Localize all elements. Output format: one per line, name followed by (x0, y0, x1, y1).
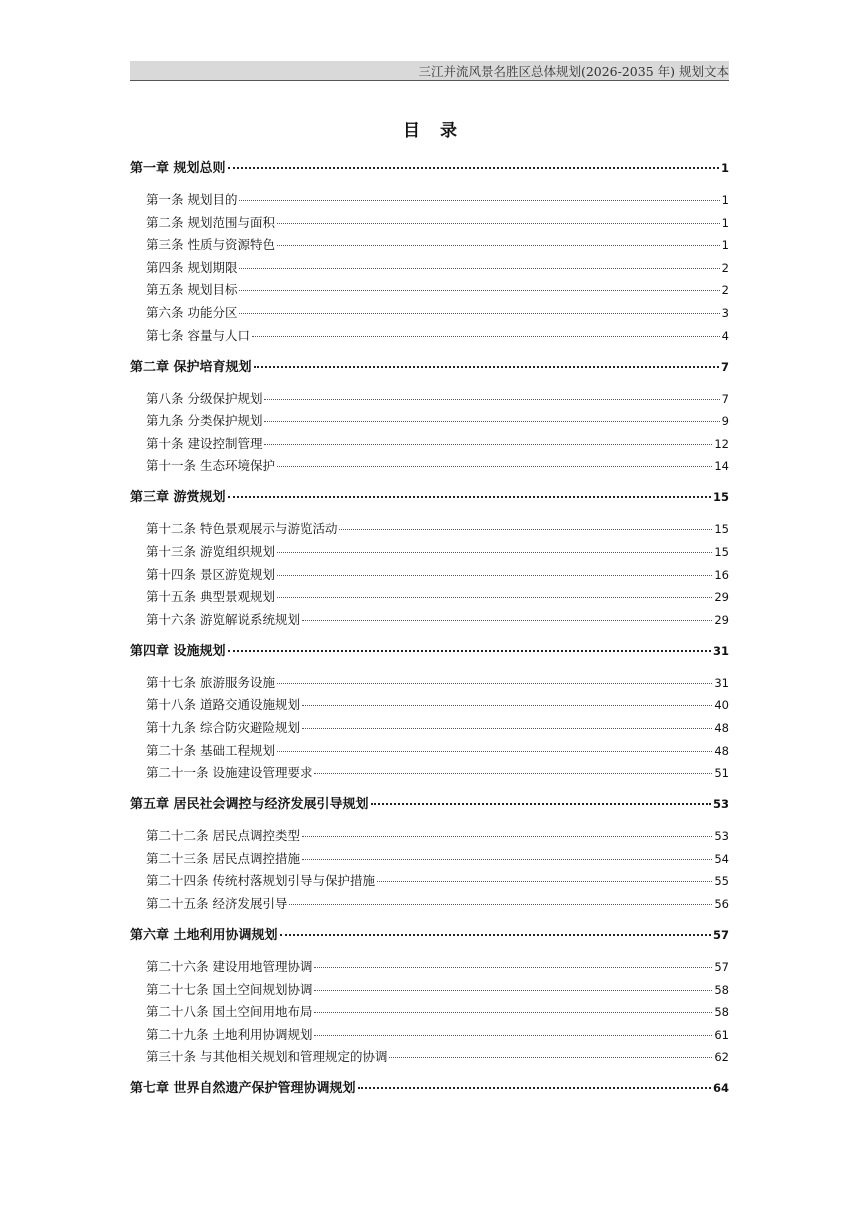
toc-article-entry[interactable] (146, 851, 729, 867)
toc-entry-label: 第二十二条 居民点调控类型 (146, 828, 300, 844)
dot-leader (254, 365, 719, 368)
toc-page-number: 31 (712, 643, 729, 658)
dot-leader (277, 551, 712, 553)
toc-entry-label: 第四章 设施规划 (130, 643, 226, 659)
toc-entry-label: 第二十八条 国土空间用地布局 (146, 1004, 313, 1020)
dot-leader (277, 222, 720, 224)
dot-leader (280, 933, 711, 936)
toc-entry-label: 第十四条 景区游览规划 (146, 566, 275, 582)
toc-page-number: 53 (714, 829, 729, 844)
toc-page-number: 12 (714, 436, 729, 451)
toc-page-number: 64 (712, 1081, 729, 1096)
toc-entry-label: 第四条 规划期限 (146, 259, 238, 275)
toc-page-number: 57 (712, 928, 729, 942)
dot-leader (239, 289, 719, 291)
toc-entry-label: 第十条 建设控制管理 (146, 435, 263, 451)
toc-page-number: 15 (712, 490, 729, 505)
dot-leader (228, 495, 711, 498)
toc-article-entry[interactable] (146, 765, 729, 781)
dot-leader (264, 398, 719, 400)
toc-entry-label: 第十七条 旅游服务设施 (146, 674, 275, 690)
dot-leader (377, 880, 712, 882)
toc-entry-label: 第三十条 与其他相关规划和管理规定的协调 (146, 1049, 388, 1065)
toc-page-number: 62 (714, 1050, 729, 1065)
toc-entry-label: 第三条 性质与资源特色 (146, 237, 275, 253)
toc-article-entry[interactable] (146, 959, 729, 975)
toc-page-number: 4 (721, 328, 729, 343)
toc-article-entry[interactable] (146, 743, 729, 759)
toc-entry-label: 第七条 容量与人口 (146, 327, 250, 343)
toc-entry-label: 第二章 保护培育规划 (130, 359, 252, 375)
toc-article-entry[interactable] (146, 305, 729, 321)
toc-page-number: 31 (714, 675, 729, 690)
toc-entry-label: 第十一条 生态环境保护 (146, 458, 275, 474)
toc-entry-label: 第二十一条 设施建设管理要求 (146, 765, 313, 781)
toc-entry-label: 第二十条 基础工程规划 (146, 742, 275, 758)
toc-page-number: 15 (714, 545, 729, 559)
dot-leader (389, 1056, 712, 1058)
toc-chapter-entry[interactable] (130, 927, 729, 944)
toc-article-entry[interactable] (146, 260, 729, 276)
toc-article-entry[interactable] (146, 215, 729, 231)
toc-entry-label: 第十二条 特色景观展示与游览活动 (146, 521, 338, 537)
dot-leader (302, 835, 712, 837)
toc-page-number: 15 (714, 522, 729, 537)
toc-page-number: 58 (714, 982, 729, 997)
toc-article-entry[interactable] (146, 567, 729, 583)
toc-article-entry[interactable] (146, 828, 729, 844)
dot-leader (239, 267, 719, 269)
toc-page-number: 7 (720, 359, 729, 374)
dot-leader (277, 596, 712, 598)
dot-leader (289, 903, 712, 905)
toc-page-number: 40 (714, 698, 729, 713)
dot-leader (239, 199, 719, 201)
toc-entry-label: 第二十九条 土地利用协调规划 (146, 1026, 313, 1042)
toc-entry-label: 第二十六条 建设用地管理协调 (146, 959, 313, 974)
toc-title: 目录 (403, 121, 477, 141)
toc-entry-label: 第十九条 综合防灾避险规划 (146, 720, 300, 735)
toc-chapter-entry[interactable] (130, 160, 729, 177)
dot-leader (277, 244, 720, 246)
toc-chapter-entry[interactable] (130, 489, 729, 506)
toc-page-number: 9 (721, 414, 729, 429)
toc-article-entry[interactable] (146, 436, 729, 452)
toc-page-number: 1 (721, 193, 729, 207)
toc-entry-label: 第十五条 典型景观规划 (146, 589, 275, 605)
dot-leader (228, 166, 719, 169)
toc-article-entry[interactable] (146, 982, 729, 998)
dot-leader (314, 966, 712, 968)
toc-article-entry[interactable] (146, 282, 729, 298)
toc-article-entry[interactable] (146, 458, 729, 474)
toc-chapter-entry[interactable] (130, 1080, 729, 1097)
toc-entry-label: 第十三条 游览组织规划 (146, 544, 275, 559)
toc-entry-label: 第五章 居民社会调控与经济发展引导规划 (130, 797, 369, 813)
toc-article-entry[interactable] (146, 612, 729, 628)
toc-article-entry[interactable] (146, 237, 729, 253)
toc-entry-label: 第二十七条 国土空间规划协调 (146, 981, 313, 997)
toc-chapter-entry[interactable] (130, 796, 729, 813)
toc-page-number: 1 (721, 238, 729, 253)
toc-entry-label: 第二十四条 传统村落规划引导与保护措施 (146, 873, 375, 889)
toc-entry-label: 第二十五条 经济发展引导 (146, 896, 288, 911)
toc-article-entry[interactable] (146, 1004, 729, 1020)
dot-leader (264, 443, 712, 445)
toc-article-entry[interactable] (146, 1027, 729, 1043)
toc-entry-label: 第十六条 游览解说系统规划 (146, 611, 300, 627)
dot-leader (277, 574, 712, 576)
dot-leader (358, 1086, 711, 1089)
dot-leader (264, 420, 719, 422)
toc-page-number: 51 (714, 766, 729, 781)
toc-article-entry[interactable] (146, 720, 729, 736)
toc-entry-label: 第三章 游赏规划 (130, 490, 226, 506)
toc-page-number: 48 (714, 743, 729, 758)
toc-article-entry[interactable] (146, 697, 729, 713)
toc-page-number: 2 (721, 260, 729, 275)
dot-leader (314, 989, 712, 991)
toc-page-number: 48 (714, 721, 729, 735)
toc-article-entry[interactable] (146, 192, 729, 208)
toc-page-number: 2 (721, 283, 729, 298)
toc-article-entry[interactable] (146, 1049, 729, 1065)
toc-entry-label: 第十八条 道路交通设施规划 (146, 697, 300, 713)
running-header-title: 三江并流风景名胜区总体规划(2026-2035 年) 规划文本 (418, 64, 729, 79)
toc-entry-label: 第六条 功能分区 (146, 305, 238, 320)
dot-leader (277, 682, 712, 684)
running-header (130, 61, 729, 81)
toc-entry-label: 第二十三条 居民点调控措施 (146, 850, 300, 866)
dot-leader (314, 772, 712, 774)
toc-article-entry[interactable] (146, 896, 729, 912)
dot-leader (302, 727, 712, 729)
dot-leader (371, 802, 711, 805)
dot-leader (314, 1034, 712, 1036)
toc-page-number: 29 (714, 590, 729, 605)
toc-page-number: 1 (720, 161, 729, 175)
toc-page-number: 55 (714, 874, 729, 889)
toc-article-entry[interactable] (146, 675, 729, 691)
toc-entry-label: 第八条 分级保护规划 (146, 390, 263, 406)
toc-page-number: 54 (714, 851, 729, 866)
toc-entry-label: 第五条 规划目标 (146, 282, 238, 298)
toc-article-entry[interactable] (146, 544, 729, 560)
dot-leader (339, 528, 712, 530)
toc-article-entry[interactable] (146, 328, 729, 344)
dot-leader (302, 704, 712, 706)
toc-article-entry[interactable] (146, 391, 729, 407)
dot-leader (239, 312, 719, 314)
toc-page-number: 29 (714, 612, 729, 627)
toc-page-number: 53 (712, 797, 729, 812)
toc-entry-label: 第一条 规划目的 (146, 192, 238, 207)
toc-article-entry[interactable] (146, 873, 729, 889)
toc-page-number: 14 (714, 459, 729, 474)
toc-page-number: 57 (714, 960, 729, 974)
toc-page-number: 3 (721, 306, 729, 320)
toc-entry-label: 第二条 规划范围与面积 (146, 214, 275, 230)
toc-entry-label: 第一章 规划总则 (130, 161, 226, 176)
dot-leader (228, 649, 711, 652)
toc-chapter-entry[interactable] (130, 359, 729, 376)
toc-article-entry[interactable] (146, 589, 729, 605)
dot-leader (277, 750, 712, 752)
dot-leader (302, 858, 712, 860)
dot-leader (277, 465, 712, 467)
toc-chapter-entry[interactable] (130, 643, 729, 660)
dot-leader (252, 335, 720, 337)
toc-page-number: 1 (721, 215, 729, 230)
dot-leader (314, 1011, 712, 1013)
toc-page-number: 7 (721, 391, 729, 406)
dot-leader (302, 619, 712, 621)
toc-entry-label: 第六章 土地利用协调规划 (130, 928, 278, 943)
toc-article-entry[interactable] (146, 521, 729, 537)
toc-entry-label: 第九条 分类保护规划 (146, 413, 263, 429)
toc-page-number: 58 (714, 1005, 729, 1020)
toc-page-number: 16 (714, 567, 729, 582)
toc-entry-label: 第七章 世界自然遗产保护管理协调规划 (130, 1081, 356, 1097)
toc-article-entry[interactable] (146, 413, 729, 429)
toc-page-number: 61 (714, 1027, 729, 1042)
toc-page-number: 56 (714, 897, 729, 911)
